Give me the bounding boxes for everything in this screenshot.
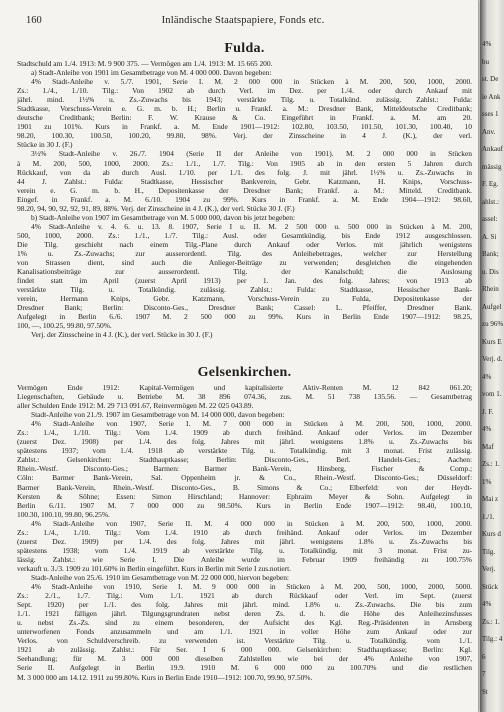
text-line: Zs.: 1./4., 1./10. Tilg.: Vom 1./4. 1909 ab durch freihänd. Ankauf oder Verlos. im Dezember (17, 428, 472, 438)
gutter-fragment: 6 (482, 652, 486, 661)
section-body (17, 59, 472, 339)
gutter-fragment: Kurs E (482, 337, 502, 346)
gutter-fragment: Anv. (482, 127, 496, 136)
text-line: Serie II. Aufgelegt in Berlin 19.9. 1910 M. 6 000 000 zu 100.70% und die restlichen (17, 663, 472, 673)
text-line: jährl. mind. 1½% u. Zs.-Zuwachs bis 1943; verstärkte Tilg. u. Totalkünd. zulässig. Zahlst.: Fulda: (17, 95, 472, 105)
text-line: findet statt im April (zuerst April 1913) per 1. Jan. des folg. Jahres; von 1913 ab (17, 276, 472, 286)
text-line: Stadt-Anleihe von 25./6. 1910 im Gesamtbetrage von M. 22 000 000, hiervon begeben: (31, 572, 289, 582)
text-line: 98.20, 100.30, 100.50, 100.20, 99.80, 98%. Verj. der Zinsscheine in 4 J. (K.), der verl. (17, 131, 472, 141)
section-body (17, 383, 472, 682)
text-line: Vermögen Ende 1912: Kapital-Vermögen und kapitalisierte Aktiv-Renten M. 12 842 061.20; (17, 383, 472, 392)
gutter-fragment: 4% (482, 600, 492, 608)
gutter-fragment: Zs.: 1. (482, 617, 500, 626)
gutter-fragment: J. F. (482, 407, 494, 416)
text-line: spätestens 1938; vom 1./4. 1919 ab verstärkte Tilg. u. Totalkündig. mit 3 monat. Frist zu- (17, 545, 472, 555)
text-line: Zs.: 2./1., 1./7. Tilg.: Vom 1./1. 1921 ab durch Rückkauf oder Verl. im Sept. (zuerst (17, 591, 472, 601)
text-line: M. 3 000 000 am 14.12. 1911 zu 99.80%. Kurs in Berlin Ende 1910—1912: 100.70, 99.90, 97.50%. (17, 672, 313, 682)
gutter-fragment: mässig (482, 162, 502, 171)
gutter-fragment: Bank; (482, 250, 499, 258)
text-line: (zuerst Dez. 1908) per 1./4. des folg. Jahres mit jährl. wenigstens 1.8% u. Zs.-Zuwachs bis (17, 437, 472, 447)
page-header (26, 15, 460, 29)
text-line: Zs.: 1./4., 1./10. Tilg.: Von 1902 ab durch Verl. im Dez. per 1./4. oder durch Ankauf mit (17, 86, 472, 96)
page-number: 160 (26, 15, 42, 26)
text-line: a) Stadt-Anleihe von 1901 im Gesamtbetrage von M. 4 000 000. Davon begeben: (31, 68, 272, 78)
text-line: Eingef. in Frankf. a. M. 6./10. 1904 zu 99%. Kurs in Frankf. a. M. Ende 1904—1912: 98.60, (17, 194, 472, 204)
text-line: 4% Stadt-Anleihe v. 4. 6. u. 13. 8. 1907, Serie I u. II. M. 2 500 000 u. 500 000 in Stücken à M. 200, (31, 221, 472, 231)
text-line: Stadt-Anleihe von 21./9. 1907 im Gesamtbetrage von M. 14 000 000, davon begeben: (31, 410, 285, 420)
gutter-fragment: Verj. (482, 565, 496, 573)
text-line: à M. 200, 500, 1000, 2000. Zs.: 1./1., 1./7. Tilg.: Von 1905 ab in den ersten 5 Jahren durch (17, 158, 472, 168)
text-line: b) Stadt-Anleihe von 1907 im Gesamtbetrage von M. 5 000 000, davon bis jetzt begeben: (31, 212, 296, 222)
gutter-fragment: assel: (482, 215, 498, 223)
gutter-fragment: zu 96% (482, 320, 504, 328)
gutter-fragment: Ankauf (482, 145, 503, 153)
gutter-fragment: F. Eg. (482, 180, 499, 188)
gutter-fragment: 4% (482, 425, 492, 433)
section-fulda (17, 40, 472, 339)
text-line: verstärkte Tilg. u. Totalkündig. zulässig. Zahlst.: Fulda: Stadtkasse, Hessischer Bank- (17, 285, 472, 295)
gutter-fragment: 1% (482, 477, 492, 486)
gutter-fragment: ahlst.: (482, 197, 499, 206)
text-line: deutsche Creditbank; Berlin: F. W. Krause & Co. Eingeführt in Frankf. a. M. am 20. (17, 113, 472, 123)
text-line: 1./1. 1921 fälligen jährl. Tilgungsgrundraten nebst deren Zs. d. h. die Höhe des Anleihezinsfusses (17, 609, 472, 619)
gutter-fragment: vom 1. (482, 390, 502, 398)
running-title: Inländische Staatspapiere, Fonds etc. (161, 15, 325, 26)
gutter-fragment: Tilg. (482, 547, 496, 556)
text-line: Rückkauf, von da ab durch Ausl. 1./10. per 1./1. des folg. J. mit jährl. 1½% u. Zs.-Zuwachs in (17, 167, 472, 177)
gutter-fragment: Stück (482, 582, 498, 591)
gutter-fragment: Aufgel (482, 302, 502, 311)
text-line: (zuerst Dez. 1909) per 1./4. des folg. Jahres mit jährl. wenigstens 1.8% u. Zs.-Zuwachs bis (17, 536, 472, 546)
text-line: Barmer Bank-Verein, Rhein.-Westf. Disconto-Ges., B. Simons & Co.; Elberfeld: von der Heydt- (17, 482, 472, 492)
gutter-fragment: 1./1. (482, 512, 495, 521)
gutter-fragment: A. Si (482, 232, 497, 241)
text-line: Stücke in 30 J. (F.) (17, 140, 73, 150)
gutter-fragment: Maf (482, 442, 494, 451)
gutter-fragment: u. Dis (482, 267, 499, 276)
gutter-fragment: sses 1 (482, 110, 499, 118)
text-line: unterworfenen Fonds anzusammeln und am 1./1. 1921 in voller Höhe zum Ankauf oder zur (17, 627, 472, 637)
text-line: 44 J. Zahlst.: Fulda: Stadtkasse, Hessischer Bankverein, Gebr. Katzmann, H. Knips, Vorschuss- (17, 176, 472, 186)
text-line: 4% Stadt-Anleihe von 1907, Serie I. M. 7 000 000 in Stücken à M. 200, 500, 1000, 2000. (31, 419, 472, 429)
text-line: lässig. Zahlst.: wie Serie I. Die Anleihe wurde im Februar 1909 freihändig zu 100.75% (17, 554, 472, 564)
text-line: verein e. G. m. b. H., Depositenkasse der Dresdner Bank; Frankf. a. M.: Mitteld. Creditbank. (17, 185, 472, 195)
text-line: Verlos. von Schuldverschreib. zu verwenden ist. Verstärkte Tilg. u. Totalkündig. vom 1./1. (17, 636, 472, 646)
gutter-fragment: Mai z (482, 495, 499, 503)
section-title: Fulda. (224, 41, 265, 56)
gutter-fragment: 4% (482, 372, 492, 381)
text-line: Seehandlung; für M. 3 000 000 dieselben Zahlstellen wie bei der 4% Anleihe von 1907, (17, 654, 472, 664)
text-line: aller Schulden Ende 1912: M. 29 713 091.67, Reinvermögen M. 22 025 043.89. (17, 401, 254, 411)
text-line: Rhein.-Westf. Disconto-Ges.; Barmen: Barmer Bank-Verein, Hinsberg, Fischer & Comp.; (17, 464, 472, 474)
text-line: 4% Stadt-Anleihe von 1910, Serie I. M. 9 000 000 in Stücken à M. 200, 500, 1000, 2000, 5000. (31, 582, 472, 592)
text-line: 100.30, 100.10, 99.80, 96.25%. (17, 509, 110, 519)
text-line: Zahlst.: Gelsenkirchen: Stadthauptkasse; Berlin: Disconto-Ges., Berl. Handels-Ges.; Aachen: (17, 455, 472, 465)
text-line: von Strassen dient, sind auch die Anlieger-Beiträge zu verwenden; desgleichen die eingehenden (17, 258, 472, 268)
gutter-fragment: 7 (482, 670, 486, 678)
text-line: Berlin 6./11. 1907 M. 7 000 000 zu 98.50%. Kurs in Berlin Ende 1907—1912: 98.40, 100.10, (17, 500, 472, 510)
adjacent-page-edge (480, 0, 504, 712)
text-line: 1% u. Zs.-Zuwachs; zur ausserordentl. Tilg. des Anleihebetrages, welcher zur Herstellung (17, 248, 472, 258)
section-title: Gelsenkirchen. (197, 365, 292, 380)
gutter-fragment: St (482, 687, 488, 696)
text-line: 100, —, 100.25, 99.80, 97.50%. (17, 321, 112, 331)
text-line: 1901 zu 101%. Kurs in Frankf. a. M. Ende 1901—1912: 102.80, 103.50, 101.50, 101.30, 100.40, 10 (17, 122, 472, 132)
text-line: verkauft u. 3./3. 1909 zu 101.60% in Berlin eingeführt. Kurs in Berlin mit Serie I zus.notiert. (17, 563, 291, 573)
text-line: 4% Stadt-Anleihe v. 5./7. 1901, Serie I. M. 2 000 000 in Stücken à M. 200, 500, 1000, 2000. (31, 77, 472, 87)
text-line: Stadtkasse, Vorschuss-Verein e. G. m. b. H.; Berlin u. Frankf. a. M.: Dresdner Bank, Mitteldeutsche Creditbank; (17, 104, 472, 114)
text-line: 500, 1000, 2000. Zs.: 1./1., 1./7. Tilg.: Ausl. oder Gesamtkündig. bis Ende 1912 ausgeschlossen. (17, 230, 472, 240)
text-line: 4% Stadt-Anleihe von 1907, Serie II. M. 4 000 000 in Stücken à M. 200, 500, 1000, 2000. (31, 518, 472, 528)
gutter-fragment: Verj. d. (482, 355, 503, 363)
gutter-fragment: ie Ank (482, 92, 501, 101)
gutter-fragment: bu (482, 57, 489, 66)
gutter-fragment: st. De (482, 75, 499, 83)
gutter-fragment: 4% (482, 40, 492, 48)
text-line: verein, Hermann Knips, Gebr. Katzmann, Vorschuss-Verein zu Fulda, Depositenkasse der (17, 294, 472, 304)
text-line: Zs.: 1./4., 1./10. Tilg.: Vom 1./4. 1910 ab durch freihänd. Ankauf oder Verlos. im Dezember (17, 527, 472, 537)
text-line: Sept. 1920) per 1./1. des folg. Jahres mit jährl. mind. 1.8% u. Zs.-Zuwachs. Die bis zum (17, 600, 472, 610)
gutter-fragment: Rhein (482, 285, 499, 293)
text-line: Kanalisationsbeiträge zur ausserordentl. Tilg. der Kanalschuld; die Auslosung (17, 267, 472, 277)
text-line: Cöln: Barmer Bank-Verein, Sal. Oppenheim jr. & Co., Rhein.-Westf. Disconto-Ges.; Düsseldorf: (17, 473, 472, 483)
text-line: Aufgelegt in Berlin 6./6. 1907 M. 2 500 000 zu 99%. Kurs in Berlin Ende 1907—1912: 98.25, (17, 312, 472, 322)
text-line: 98.20, 94, 90, 92, 92, 91, 89, 88%. Verj. der Zinsscheine in 4 J. (K.), der verl. Stücke 30 J. (F.) (17, 203, 295, 213)
text-line: Kersten & Söhne; Essen: Simon Hirschland; Hannover: Ephraim Meyer & Sohn. Aufgelegt in (17, 491, 472, 501)
text-line: Die Tilg. geschieht nach einem Tilg.-Plane durch Ankauf oder Verlos. mit jährlich wenigstens (17, 239, 472, 249)
text-line: spätestens 1937; vom 1./4. 1918 ab verstärkte Tilg. u. Totalkündig. mit 3 monat. Frist zulässig. (17, 446, 472, 456)
gutter-fragment: Kurs d (482, 530, 501, 538)
text-line: u. nebst Zs.-Zs. sind zu einem besonderen, der Aufsicht des Kgl. Reg.-Präsidenten in Arnsberg (17, 618, 472, 628)
section-gelsenkirchen (17, 364, 472, 682)
text-line: Stadtschuld am 1./4. 1913: M. 9 900 375. — Vermögen am 1./4. 1913: M. 15 665 200. (17, 59, 273, 68)
text-line: Verj. der Zinsscheine in 4 J. (K.), der verl. Stücke in 30 J. (F.) (31, 330, 213, 340)
text-line: Liegenschaften, Gebäude u. Betriebe M. 38 896 074.36, zus. M. 51 738 135.56. — Gesamtbetrag (17, 392, 472, 402)
text-line: 3½% Stadt-Anleihe v. 26./7. 1904 (Serie II der Anleihe von 1901). M. 2 000 000 in Stücken (31, 149, 472, 159)
gutter-fragment: Zs.: 1. (482, 460, 500, 468)
gutter-fragment: Tilg.: 4 (482, 635, 503, 643)
text-line: 1921 ab zulässig. Zahlst.: Für Ser. I 6 000 000. Gelsenkirchen: Stadthauptkasse; Berlin: Kgl. (17, 645, 472, 655)
text-line: Dresdner Bank; Berlin: Disconto-Ges., Dresdner Bank; Cassel: L. Pfeiffer, Dresdner Bank. (17, 303, 472, 313)
